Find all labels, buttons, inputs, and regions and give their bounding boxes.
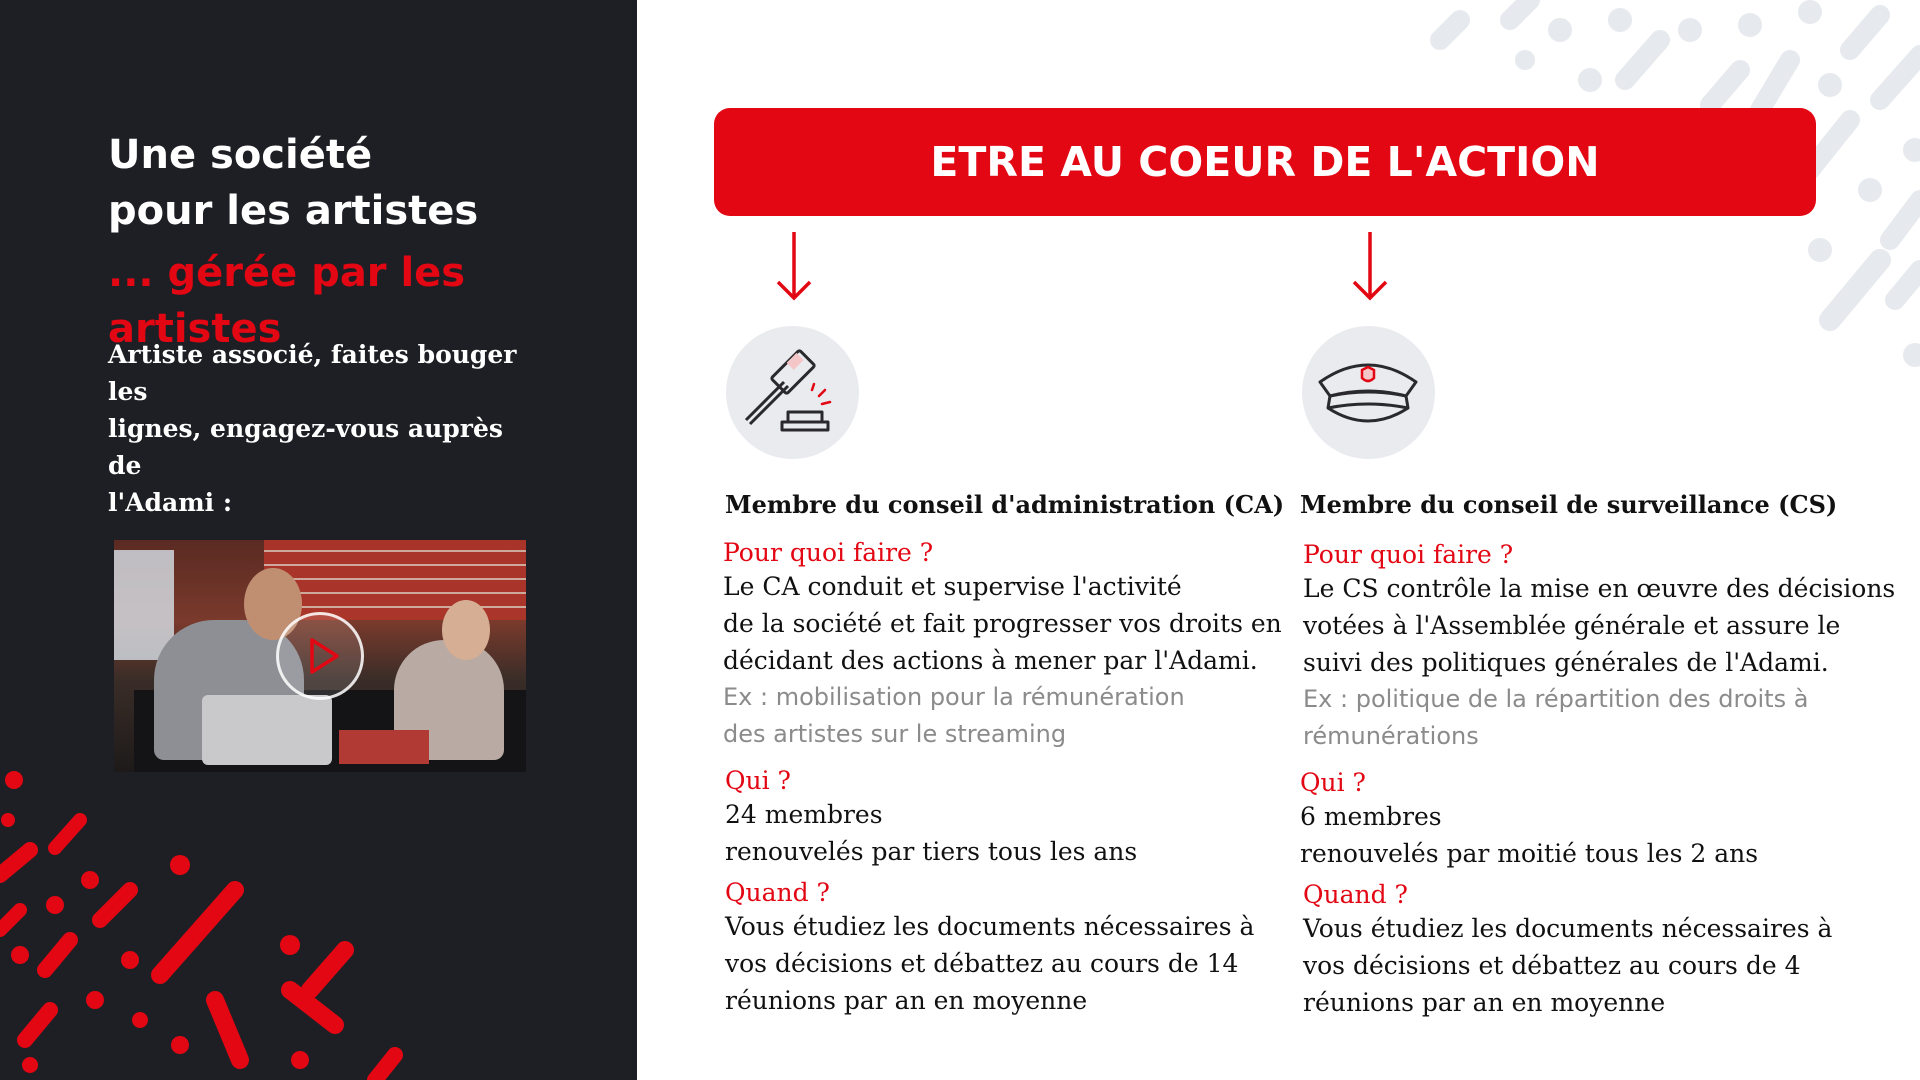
ca-quand-line-2: vos décisions et débattez au cours de 14 [725, 949, 1239, 978]
cs-qui-line-1: 6 membres [1300, 802, 1442, 831]
play-icon [279, 615, 361, 697]
video-brick-wall [264, 540, 526, 620]
gavel-icon [726, 326, 859, 459]
cs-quand-line-1: Vous étudiez les documents nécessaires à [1303, 914, 1833, 943]
video-books [339, 730, 429, 764]
cs-pourquoi-line-3: suivi des politiques générales de l'Adami. [1303, 648, 1829, 677]
intro-line-1: Artiste associé, faites bouger les [108, 340, 517, 406]
ca-quand-label: Quand ? [725, 878, 830, 907]
cs-qui-label: Qui ? [1300, 768, 1366, 797]
intro-line-3: l'Adami : [108, 488, 233, 517]
banner-title: ETRE AU COEUR DE L'ACTION [930, 138, 1600, 186]
action-banner [714, 108, 1816, 216]
ca-qui-label: Qui ? [725, 766, 791, 795]
ca-title: Membre du conseil d'administration (CA) [725, 490, 1285, 519]
video-woman-head [442, 600, 490, 660]
arrow-down-icon [1350, 230, 1390, 302]
ca-qui-line-2: renouvelés par tiers tous les ans [725, 837, 1138, 866]
ca-quand-section [725, 878, 1254, 1019]
headline-line-1: Une société [108, 132, 373, 178]
intro-line-2: lignes, engagez-vous auprès de [108, 414, 503, 480]
ca-pourquoi-line-2: de la société et fait progresser vos droits en [723, 609, 1282, 638]
cs-quand-section [1303, 880, 1832, 1021]
cs-quand-line-2: vos décisions et débattez au cours de 4 [1303, 951, 1801, 980]
cs-example-line-2: rémunérations [1303, 722, 1479, 750]
intro-text [108, 336, 538, 521]
headline-line-3: ... gérée par les artistes [108, 250, 466, 352]
ca-qui-section [725, 766, 1137, 870]
cs-quand-label: Quand ? [1303, 880, 1408, 909]
ca-example-line-1: Ex : mobilisation pour la rémunération [723, 683, 1185, 711]
arrow-down-icon [774, 230, 814, 302]
police-cap-icon [1302, 326, 1435, 459]
cs-pourquoi-line-1: Le CS contrôle la mise en œuvre des décisions [1303, 574, 1896, 603]
ca-pourquoi-section [723, 538, 1282, 753]
cs-pourquoi-label: Pour quoi faire ? [1303, 540, 1514, 569]
cs-title: Membre du conseil de surveillance (CS) [1300, 490, 1838, 519]
ca-pourquoi-line-3: décidant des actions à mener par l'Adami. [723, 646, 1258, 675]
cs-qui-line-2: renouvelés par moitié tous les 2 ans [1300, 839, 1759, 868]
headline-line-2: pour les artistes [108, 188, 479, 234]
ca-quand-line-3: réunions par an en moyenne [725, 986, 1088, 1015]
left-panel [0, 0, 637, 1080]
decorative-red-pattern [0, 760, 420, 1080]
cs-quand-line-3: réunions par an en moyenne [1303, 988, 1666, 1017]
cs-icon-circle [1302, 326, 1435, 459]
play-button[interactable] [276, 612, 364, 700]
headline [108, 127, 637, 357]
ca-pourquoi-label: Pour quoi faire ? [723, 538, 934, 567]
cs-pourquoi-line-2: votées à l'Assemblée générale et assure le [1303, 611, 1841, 640]
cs-qui-section [1300, 768, 1758, 872]
cs-example-line-1: Ex : politique de la répartition des droits à [1303, 685, 1809, 713]
ca-quand-line-1: Vous étudiez les documents nécessaires à [725, 912, 1255, 941]
ca-pourquoi-line-1: Le CA conduit et supervise l'activité [723, 572, 1182, 601]
video-laptop [202, 695, 332, 765]
ca-example-line-2: des artistes sur le streaming [723, 720, 1067, 748]
ca-qui-line-1: 24 membres [725, 800, 883, 829]
ca-icon-circle [726, 326, 859, 459]
cs-pourquoi-section [1303, 540, 1895, 755]
